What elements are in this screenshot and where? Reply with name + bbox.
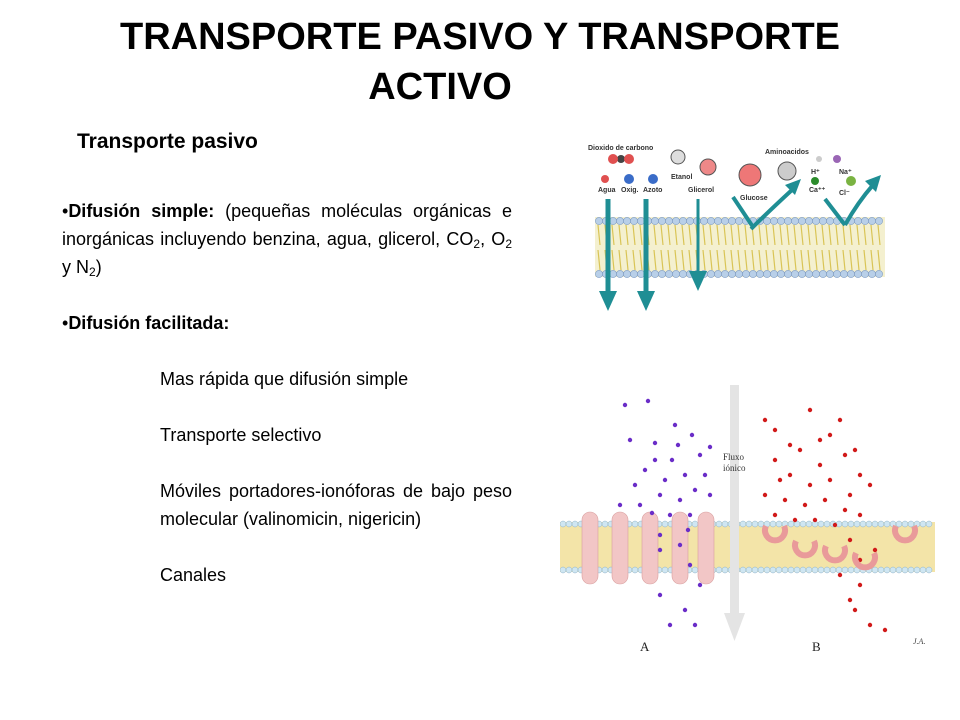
- ion-dot-red: [813, 518, 817, 522]
- title-line-1: TRANSPORTE PASIVO Y TRANSPORTE: [120, 16, 840, 58]
- label-glucose: Glucose: [740, 195, 768, 202]
- ion-dot-red: [853, 608, 857, 612]
- ion-dot-red: [818, 438, 822, 442]
- section-subtitle: Transporte pasivo: [77, 130, 258, 153]
- molecules: [601, 150, 856, 186]
- lipid-head: [728, 217, 735, 224]
- lipid-head: [824, 567, 830, 573]
- lipid-head: [896, 521, 902, 527]
- lipid-head: [848, 567, 854, 573]
- label-h: H⁺: [811, 169, 820, 176]
- lipid-head: [692, 567, 698, 573]
- lipid-head: [721, 217, 728, 224]
- ion-dot-purple: [686, 528, 690, 532]
- lipid-head: [763, 270, 770, 277]
- ion-dots: [618, 399, 887, 632]
- molecule-glycerol: [700, 159, 716, 175]
- lipid-head: [658, 270, 665, 277]
- label-co2: Dioxido de carbono: [588, 145, 654, 152]
- lipid-head: [777, 270, 784, 277]
- ion-dot-red: [868, 623, 872, 627]
- ion-dot-red: [763, 493, 767, 497]
- lipid-head: [806, 521, 812, 527]
- ion-dot-purple: [698, 583, 702, 587]
- body-text: [62, 197, 512, 589]
- lipid-head: [746, 521, 752, 527]
- lipid-head: [566, 567, 572, 573]
- ion-dot-red: [798, 448, 802, 452]
- ion-dot-red: [773, 513, 777, 517]
- bullet: •: [62, 201, 69, 221]
- lipid-head: [805, 270, 812, 277]
- lipid-head: [692, 521, 698, 527]
- lipid-head: [908, 521, 914, 527]
- ion-dot-red: [848, 598, 852, 602]
- facilitated-diffusion-figure: [560, 385, 935, 660]
- ion-dot-purple: [693, 623, 697, 627]
- ion-dot-purple: [663, 478, 667, 482]
- flux-label-2: iónico: [723, 463, 746, 473]
- lipid-head: [812, 217, 819, 224]
- lipid-head: [824, 521, 830, 527]
- ion-dot-purple: [653, 458, 657, 462]
- ion-dot-red: [803, 503, 807, 507]
- lipid-head: [798, 270, 805, 277]
- lipid-head: [749, 270, 756, 277]
- lipid-head: [740, 521, 746, 527]
- lipid-head: [872, 521, 878, 527]
- lipid-head: [819, 270, 826, 277]
- ion-dot-red: [858, 583, 862, 587]
- ion-dot-red: [788, 473, 792, 477]
- ion-dot-red: [788, 443, 792, 447]
- difusion-facilitada-label: Difusión facilitada:: [68, 313, 230, 333]
- lipid-head: [672, 217, 679, 224]
- lipid-head: [722, 567, 728, 573]
- lipid-head: [752, 567, 758, 573]
- simple-diffusion-figure: [583, 137, 888, 337]
- label-agua: Agua: [598, 187, 616, 194]
- ion-dot-purple: [646, 399, 650, 403]
- lipid-head: [805, 217, 812, 224]
- difusion-simple-label: Difusión simple:: [68, 201, 215, 221]
- lipid-head: [566, 521, 572, 527]
- lipid-head: [662, 521, 668, 527]
- lipid-head: [770, 567, 776, 573]
- lipid-head: [716, 567, 722, 573]
- lipid-head: [784, 270, 791, 277]
- signature: J.A.: [913, 637, 926, 646]
- ion-dot-purple: [668, 513, 672, 517]
- lipid-head: [791, 217, 798, 224]
- lipid-head: [784, 217, 791, 224]
- diffusion-arrow-head: [599, 291, 617, 311]
- ion-dot-red: [838, 573, 842, 577]
- ion-dot-purple: [688, 513, 692, 517]
- ion-dot-purple: [708, 493, 712, 497]
- ion-dot-red: [853, 448, 857, 452]
- lipid-head: [560, 567, 566, 573]
- lipid-head: [721, 270, 728, 277]
- facilitada-item: Canales: [160, 565, 227, 585]
- difusion-simple-text-a: (pequeñas moléculas orgánicas e inorgánicas incluyendo benzina, agua, glicerol, CO: [62, 201, 513, 249]
- molecule-co2: [608, 154, 618, 164]
- lipid-head: [764, 567, 770, 573]
- bullet: •: [62, 313, 69, 333]
- lipid-head: [623, 217, 630, 224]
- lipid-head: [866, 521, 872, 527]
- ion-dot-purple: [676, 443, 680, 447]
- lipid-head: [854, 270, 861, 277]
- channel-protein: [672, 512, 688, 584]
- ion-dot-red: [828, 478, 832, 482]
- lipid-head: [854, 217, 861, 224]
- molecule-aminoacid: [778, 162, 796, 180]
- subscript: 2: [473, 237, 481, 251]
- lipid-head: [662, 567, 668, 573]
- lipid-head: [812, 567, 818, 573]
- flux-arrow: [724, 385, 745, 641]
- label-azoto: Azoto: [643, 187, 663, 194]
- lipid-head: [630, 217, 637, 224]
- lipid-head: [791, 270, 798, 277]
- label-aminoacidos: Aminoacidos: [765, 149, 809, 156]
- molecule-water: [601, 175, 609, 183]
- lipid-head: [746, 567, 752, 573]
- ion-dot-purple: [678, 543, 682, 547]
- lipid-head: [926, 521, 932, 527]
- ion-dot-purple: [658, 593, 662, 597]
- lipid-head: [602, 567, 608, 573]
- lipid-head: [776, 567, 782, 573]
- lipid-head: [722, 521, 728, 527]
- slide-title: [0, 12, 960, 112]
- ion-dot-red: [808, 483, 812, 487]
- lipid-head: [812, 270, 819, 277]
- lipid-head: [658, 217, 665, 224]
- lipid-head: [714, 270, 721, 277]
- lipid-head: [716, 521, 722, 527]
- difusion-simple-text-b: , O: [480, 229, 506, 249]
- label-glicerol: Glicerol: [688, 187, 715, 194]
- ion-dot-purple: [708, 445, 712, 449]
- lipid-head: [665, 270, 672, 277]
- channel-protein: [612, 512, 628, 584]
- ion-dot-purple: [668, 623, 672, 627]
- lipid-head: [868, 217, 875, 224]
- lipid-head: [847, 270, 854, 277]
- molecule-nitrogen: [648, 174, 658, 184]
- difusion-simple-paragraph: [62, 197, 512, 281]
- lipid-head: [776, 521, 782, 527]
- lipid-head: [735, 270, 742, 277]
- lipid-head: [616, 217, 623, 224]
- lipid-head: [758, 567, 764, 573]
- facilitada-item: Transporte selectivo: [160, 425, 322, 445]
- ion-dot-red: [843, 453, 847, 457]
- diffusion-arrow-head: [637, 291, 655, 311]
- lipid-head: [572, 567, 578, 573]
- molecule-glucose: [739, 164, 761, 186]
- ion-dot-red: [838, 418, 842, 422]
- lipid-head: [868, 270, 875, 277]
- ion-dot-purple: [658, 493, 662, 497]
- molecule-oxygen: [624, 174, 634, 184]
- lipid-bilayer: [595, 217, 885, 278]
- ion-dot-purple: [690, 433, 694, 437]
- lipid-head: [848, 521, 854, 527]
- ion-dot-purple: [683, 608, 687, 612]
- lipid-head: [572, 521, 578, 527]
- lipid-head: [770, 270, 777, 277]
- ion-dot-red: [773, 458, 777, 462]
- channel-protein: [582, 512, 598, 584]
- lipid-head: [707, 217, 714, 224]
- lipid-head: [826, 217, 833, 224]
- lipid-head: [896, 567, 902, 573]
- lipid-head: [700, 217, 707, 224]
- ion-dot-red: [833, 523, 837, 527]
- ion-dot-purple: [618, 503, 622, 507]
- ion-h: [816, 156, 822, 162]
- ion-dot-purple: [670, 458, 674, 462]
- lipid-head: [679, 270, 686, 277]
- lipid-head: [651, 217, 658, 224]
- ion-dot-purple: [628, 438, 632, 442]
- channel-protein: [698, 512, 714, 584]
- ion-dot-purple: [673, 423, 677, 427]
- ion-dot-red: [858, 513, 862, 517]
- lipid-head: [878, 567, 884, 573]
- label-oxig: Oxig.: [621, 187, 639, 194]
- lipid-head: [833, 270, 840, 277]
- molecule-co2: [624, 154, 634, 164]
- lipid-head: [632, 521, 638, 527]
- lipid-head: [861, 217, 868, 224]
- lipid-head: [926, 567, 932, 573]
- lipid-head: [920, 521, 926, 527]
- ion-dot-red: [848, 493, 852, 497]
- difusion-facilitada-paragraph: [62, 309, 512, 337]
- lipid-head: [890, 567, 896, 573]
- lipid-head: [756, 270, 763, 277]
- flux-label-1: Fluxo: [723, 452, 745, 462]
- lipid-head: [788, 567, 794, 573]
- lipid-head: [860, 521, 866, 527]
- ion-dot-purple: [683, 473, 687, 477]
- ion-dot-red: [868, 483, 872, 487]
- lipid-head: [595, 270, 602, 277]
- lipid-head: [632, 567, 638, 573]
- difusion-simple-text-c: y N: [62, 257, 89, 277]
- ion-dot-purple: [678, 498, 682, 502]
- lipid-head: [602, 521, 608, 527]
- lipid-head: [707, 270, 714, 277]
- lipid-head: [861, 270, 868, 277]
- lipid-head: [806, 567, 812, 573]
- ion-dot-purple: [643, 468, 647, 472]
- ion-dot-purple: [658, 548, 662, 552]
- lipid-head: [842, 567, 848, 573]
- lipid-head: [742, 270, 749, 277]
- lipid-head: [884, 521, 890, 527]
- lipid-head: [902, 521, 908, 527]
- lipid-head: [651, 270, 658, 277]
- lipid-head: [818, 521, 824, 527]
- ion-cl: [846, 176, 856, 186]
- panel-label-b: B: [812, 639, 821, 654]
- lipid-head: [770, 217, 777, 224]
- ion-dot-red: [778, 478, 782, 482]
- label-na: Na⁺: [839, 169, 852, 176]
- label-ca: Ca⁺⁺: [809, 187, 826, 194]
- lipid-head: [914, 567, 920, 573]
- ion-dot-purple: [638, 503, 642, 507]
- lipid-head: [686, 217, 693, 224]
- lipid-head: [740, 567, 746, 573]
- lipid-head: [794, 567, 800, 573]
- ion-dot-purple: [653, 441, 657, 445]
- ion-ca: [811, 177, 819, 185]
- channel-protein: [642, 512, 658, 584]
- lipid-head: [800, 567, 806, 573]
- lipid-head: [595, 217, 602, 224]
- ion-dot-red: [763, 418, 767, 422]
- lipid-head: [798, 217, 805, 224]
- ion-dot-red: [823, 498, 827, 502]
- label-etanol: Etanol: [671, 174, 693, 181]
- lipid-head: [840, 270, 847, 277]
- lipid-head: [714, 217, 721, 224]
- lipid-head: [623, 270, 630, 277]
- lipid-head: [826, 270, 833, 277]
- ion-dot-red: [818, 463, 822, 467]
- ion-dot-red: [773, 428, 777, 432]
- lipid-head: [735, 217, 742, 224]
- ion-dot-red: [828, 433, 832, 437]
- ion-dot-red: [883, 628, 887, 632]
- lipid-head: [842, 521, 848, 527]
- lipid-head: [788, 521, 794, 527]
- lipid-head: [770, 521, 776, 527]
- lipid-head: [819, 217, 826, 224]
- lipid-head: [836, 567, 842, 573]
- ion-dot-red: [793, 518, 797, 522]
- ion-dot-red: [783, 498, 787, 502]
- ion-dot-purple: [703, 473, 707, 477]
- lipid-head: [920, 567, 926, 573]
- ion-dot-purple: [650, 511, 654, 515]
- ion-na: [833, 155, 841, 163]
- lipid-head: [679, 217, 686, 224]
- ion-dot-red: [808, 408, 812, 412]
- difusion-simple-text-d: ): [95, 257, 102, 277]
- molecule-ethanol: [671, 150, 685, 164]
- lipid-head: [818, 567, 824, 573]
- lipid-head: [884, 567, 890, 573]
- flux-arrow-head: [724, 613, 745, 641]
- ion-dot-red: [848, 538, 852, 542]
- lipid-head: [854, 521, 860, 527]
- facilitada-item: Móviles portadores-ionóforas de bajo peso molecular (valinomicin, nigericin): [160, 481, 512, 529]
- facilitada-item: Mas rápida que difusión simple: [160, 369, 409, 389]
- title-line-2: ACTIVO: [368, 66, 512, 108]
- ion-dot-red: [843, 508, 847, 512]
- ion-dot-red: [873, 548, 877, 552]
- lipid-head: [672, 270, 679, 277]
- lipid-head: [878, 521, 884, 527]
- label-cl: Cl⁻: [839, 190, 850, 197]
- diffusion-arrow-head: [689, 271, 707, 291]
- ion-dot-purple: [693, 488, 697, 492]
- subscript: 2: [89, 265, 96, 279]
- lipid-head: [902, 567, 908, 573]
- lipid-head: [630, 270, 637, 277]
- lipid-head: [728, 270, 735, 277]
- lipid-head: [830, 567, 836, 573]
- subscript: 2: [505, 237, 512, 251]
- lipid-head: [875, 217, 882, 224]
- lipid-head: [665, 217, 672, 224]
- panel-label-a: A: [640, 639, 650, 654]
- lipid-head: [560, 521, 566, 527]
- lipid-head: [875, 270, 882, 277]
- ion-dot-purple: [623, 403, 627, 407]
- lipid-head: [800, 521, 806, 527]
- molecule-co2: [617, 155, 625, 163]
- ion-dot-red: [858, 473, 862, 477]
- lipid-head: [782, 567, 788, 573]
- lipid-head: [752, 521, 758, 527]
- ion-dot-purple: [688, 563, 692, 567]
- lipid-head: [872, 567, 878, 573]
- lipid-head: [616, 270, 623, 277]
- ion-dot-purple: [658, 533, 662, 537]
- ion-dot-purple: [633, 483, 637, 487]
- lipid-head: [777, 217, 784, 224]
- ion-dot-purple: [698, 453, 702, 457]
- flux-arrow-shaft: [730, 385, 739, 615]
- lipid-head: [908, 567, 914, 573]
